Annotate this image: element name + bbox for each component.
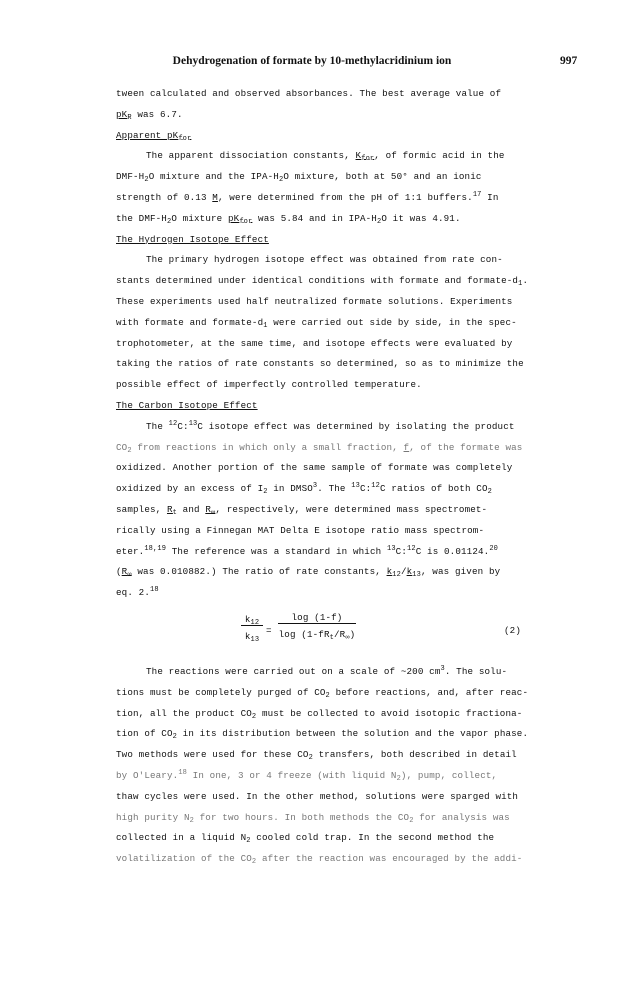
equation-lhs-fraction: $k_{12}$ $k_{13}$ bbox=[241, 610, 263, 641]
section-heading-apparent-pkfor: Apparent $pK_{for}$ bbox=[116, 129, 192, 143]
text-line: volatilization of the $CO_2$ after the reaction was encouraged by the addi- bbox=[116, 853, 523, 867]
text-line: possible effect of imperfectly controlled temperature. bbox=[116, 379, 422, 391]
text-line: These experiments used half neutralized formate solutions. Experiments bbox=[116, 295, 513, 307]
equation-equals: = bbox=[266, 624, 272, 636]
text-line: tion, all the product $CO_2$ must be collected to avoid isotopic fractiona- bbox=[116, 707, 523, 721]
text-line: The primary hydrogen isotope effect was obtained from rate con- bbox=[146, 254, 503, 266]
text-line: thaw cycles were used. In the other method, solutions were sparged with bbox=[116, 790, 519, 802]
text-line: by O'Leary.$^{18}$ In one, 3 or 4 freeze (with liquid $N_2$), pump, collect, bbox=[116, 768, 498, 783]
equation-2 bbox=[116, 608, 536, 656]
section-heading-hydrogen-isotope: The Hydrogen Isotope Effect bbox=[116, 233, 269, 245]
text-line: The $^{12}$C:$^{13}$C isotope effect was determined by isolating the product bbox=[146, 419, 515, 432]
text-line: oxidized by an excess of $I_2$ in DMSO$^3$. The $^{13}$C:$^{12}$C ratios of both $CO_2$ bbox=[116, 482, 492, 497]
text-line: taking the ratios of rate constants so determined, so as to minimize the bbox=[116, 358, 524, 370]
text-line: collected in a liquid $N_2$ cooled cold trap. In the second method the bbox=[116, 832, 495, 846]
text-line: strength of 0.13 M, were determined from the pH of 1:1 buffers.$^{17}$ In bbox=[116, 190, 499, 203]
text-line: rically using a Finnegan MAT Delta E isotope ratio mass spectrom- bbox=[116, 524, 485, 536]
text-line: eter.$^{18,19}$ The reference was a standard in which $^{13}$C:$^{12}$C is 0.01124.20 bbox=[116, 544, 499, 557]
running-header-title: Dehydrogenation of formate by 10-methylacridinium ion bbox=[172, 55, 452, 67]
text-line: the DMF-$H_2O$ mixture $pK_{for}$ was 5.84 and in IPA-$H_2O$ it was 4.91. bbox=[116, 212, 461, 226]
equation-rhs-fraction: log (1-f) $\log (1-fR_t/R_\infty)$ bbox=[278, 611, 356, 642]
text-line: high purity $N_2$ for two hours. In both methods the $CO_2$ for analysis was bbox=[116, 811, 510, 825]
text-line: $CO_2$ from reactions in which only a small fraction, f, of the formate was bbox=[116, 441, 523, 455]
text-line: trophotometer, at the same time, and isotope effects were evaluated by bbox=[116, 337, 513, 349]
text-line: DMF-$H_2O$ mixture and the IPA-$H_2O$ mixture, both at 50° and an ionic bbox=[116, 171, 482, 185]
text-line: Two methods were used for these $CO_2$ transfers, both described in detail bbox=[116, 749, 517, 763]
text-line: oxidized. Another portion of the same sample of formate was completely bbox=[116, 462, 513, 474]
text-line: The reactions were carried out on a scale of ~200 $cm^3$. The solu- bbox=[146, 664, 508, 677]
section-heading-carbon-isotope: The Carbon Isotope Effect bbox=[116, 399, 258, 411]
text-line: eq. 2.18 bbox=[116, 586, 159, 599]
body-text bbox=[116, 84, 536, 870]
text-line: tions must be completely purged of $CO_2$ before reactions, and, after reac- bbox=[116, 686, 529, 700]
text-line: stants determined under identical conditions with formate and formate-$d_1$. bbox=[116, 275, 529, 289]
equation-number: (2) bbox=[504, 624, 521, 636]
text-line: $pK_R$ was 6.7. bbox=[116, 108, 183, 122]
page-number: 997 bbox=[560, 55, 578, 67]
text-line: samples, $R_t$ and $R_\infty$, respectively, were determined mass spectromet- bbox=[116, 503, 488, 517]
text-line: ($R_\infty$ was 0.010882.) The ratio of rate constants, $k_{12}/k_{13}$, was given by bbox=[116, 566, 501, 580]
text-line: tion of $CO_2$ in its distribution between the solution and the vapor phase. bbox=[116, 728, 529, 742]
text-line: tween calculated and observed absorbances. The best average value of bbox=[116, 88, 502, 99]
text-line: The apparent dissociation constants, $K_{for}$, of formic acid in the bbox=[146, 150, 505, 164]
text-line: with formate and formate-$d_1$ were carried out side by side, in the spec- bbox=[116, 316, 517, 330]
